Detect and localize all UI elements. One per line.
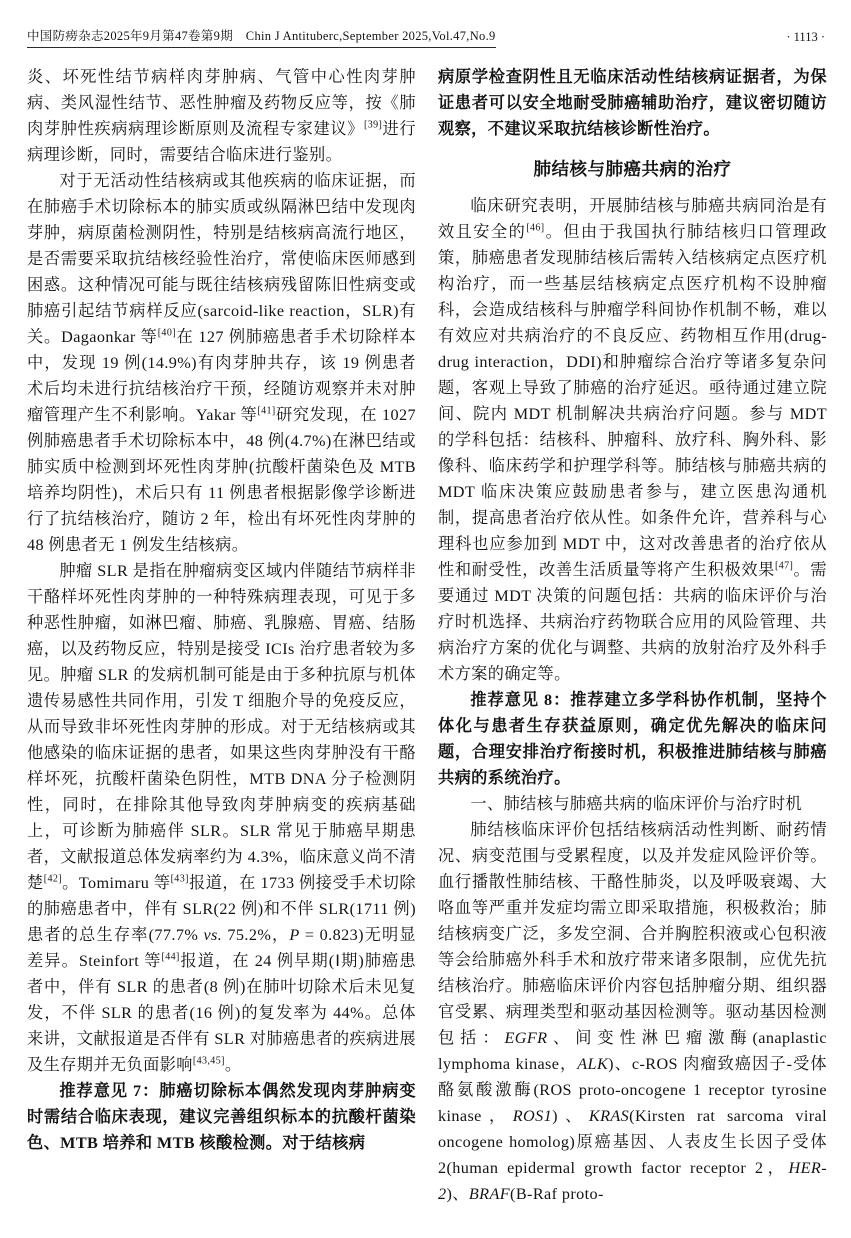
paragraph: 病原学检查阴性且无临床活动性结核病证据者，为保证患者可以安全地耐受肺癌辅助治疗，建议密切随访观察，不建议采取抗结核诊断性治疗。 bbox=[438, 68, 827, 138]
paragraph: 炎、坏死性结节病样肉芽肿病、气管中心性肉芽肿病、类风湿性结节、恶性肿瘤及药物反应等，按《肺肉芽肿性疾病病理诊断原则及流程专家建议》[39]进行病理诊断，同时，需要结合临床进行鉴别。 bbox=[27, 68, 416, 164]
paragraph: 一、肺结核与肺癌共病的临床评价与治疗时机 bbox=[470, 795, 803, 813]
journal-title: 中国防痨杂志2025年9月第47卷第9期 Chin J Antituberc,September 2025,Vol.47,No.9 bbox=[27, 26, 496, 48]
paragraph: 对于无活动性结核病或其他疾病的临床证据，而在肺癌手术切除标本的肺实质或纵隔淋巴结中发现肉芽肿，病原菌检测阴性，特别是结核病高流行地区，是否需要采取抗结核经验性治疗，常使临床医师感到困惑。这种情况可能与既往结核病残留陈旧性病变或肺癌引起结节病样反应(sarcoid-like reaction，SLR)有关。Dagaonkar 等[40]在 127 例肺癌患者手术切除样本中，发现 19 例(14.9%)有肉芽肿共存，该 19 例患者术后均未进行抗结核治疗干预，经随访观察并未对肿瘤管理产生不利影响。Yakar 等[41]研究发现，在 1027 例肺癌患者手术切除标本中，48 例(4.7%)在淋巴结或肺实质中检测到坏死性肉芽肿(抗酸杆菌染色及 MTB 培养均阴性)，术后只有 11 例患者根据影像学诊断进行了抗结核治疗，随访 2 年，检出有坏死性肉芽肿的 48 例患者无 1 例发生结核病。 bbox=[27, 172, 416, 554]
paragraph: 推荐意见 8：推荐建立多学科协作机制，坚持个体化与患者生存获益原则，确定优先解决的临床问题，合理安排治疗衔接时机，积极推进肺结核与肺癌共病的系统治疗。 bbox=[438, 691, 827, 787]
section-heading: 肺结核与肺癌共病的治疗 bbox=[533, 159, 732, 179]
paragraph: 临床研究表明，开展肺结核与肺癌共病同治是有效且安全的[46]。但由于我国执行肺结核归口管理政策，肺癌患者发现肺结核后需转入结核病定点医疗机构治疗，而一些基层结核病定点医疗机构不设肿瘤科，会造成结核科与肿瘤学科间协作机制不畅，难以有效应对共病治疗的不良反应、药物相互作用(drug-drug interaction，DDI)和肿瘤综合治疗等诸多复杂问题，客观上导致了肺癌的治疗延迟。亟待通过建立院间、院内 MDT 机制解决共病治疗问题。参与 MDT 的学科包括：结核科、肿瘤科、放疗科、胸外科、影像科、临床药学和护理学科等。肺结核与肺癌共病的 MDT 临床决策应鼓励患者参与，建立医患沟通机制，提高患者治疗依从性。如条件允许，营养科与心理科也应参加到 MDT 中，这对改善患者的治疗依从性和耐受性，改善生活质量等将产生积极效果[47]。需要通过 MDT 决策的问题包括：共病的临床评价与治疗时机选择、共病治疗药物联合应用的风险管理、共病治疗方案的优化与调整、共病的放射治疗及外科手术方案的确定等。 bbox=[438, 197, 828, 683]
paragraph: 肺结核临床评价包括结核病活动性判断、耐药情况、病变范围与受累程度，以及并发症风险评价等。血行播散性肺结核、干酪性肺炎，以及呼吸衰竭、大咯血等严重并发症均需立即采取措施，积极救治；肺结核病变广泛，多发空洞、合并胸腔积液或心包积液等会给肺癌外科手术和放疗带来诸多限制，应优先抗结核治疗。肺癌临床评价内容包括肿瘤分期、组织器官受累、病理类型和驱动基因检测等。驱动基因检测包括：EGFR、间变性淋巴瘤激酶(anaplastic lymphoma kinase，ALK)、c-ROS 肉瘤致癌因子-受体酪氨酸激酶(ROS proto-oncogene 1 receptor tyrosine kinase，ROS1)、KRAS(Kirsten rat sarcoma viral oncogene homolog)原癌基因、人表皮生长因子受体 2(human epidermal growth factor receptor 2，HER-2)、BRAF(B-Raf proto- bbox=[438, 821, 828, 1203]
right-column bbox=[438, 64, 827, 1207]
left-column bbox=[27, 64, 416, 1207]
paragraph: 肿瘤 SLR 是指在肿瘤病变区域内伴随结节病样非干酪样坏死性肉芽肿的一种特殊病理表现，可见于多种恶性肿瘤，如淋巴瘤、肺癌、乳腺癌、胃癌、结肠癌，以及药物反应，特别是接受 ICIs 治疗患者较为多见。肿瘤 SLR 的发病机制可能是由于多种抗原与机体遗传易感性共同作用，引发 T 细胞介导的免疫反应，从而导致非坏死性肉芽肿的形成。对于无结核病或其他感染的临床证据的患者，如果这些肉芽肿没有干酪样坏死，抗酸杆菌染色阴性，MTB DNA 分子检测阴性，同时，在排除其他导致肉芽肿病变的疾病基础上，可诊断为肺癌伴 SLR。SLR 常见于肺癌早期患者，文献报道总体发病率约为 4.3%，临床意义尚不清楚[42]。Tomimaru 等[43]报道，在 1733 例接受手术切除的肺癌患者中，伴有 SLR(22 例)和不伴 SLR(1711 例)患者的总生存率(77.7% vs. 75.2%，P = 0.823)无明显差异。Steinfort 等[44]报道，在 24 例早期(Ⅰ期)肺癌患者中，伴有 SLR 的患者(8 例)在肺叶切除术后未见复发，不伴 SLR 的患者(16 例)的复发率为 44%。总体来讲，文献报道是否伴有 SLR 对肺癌患者的疾病进展及生存期并无负面影响[43,45]。 bbox=[27, 562, 417, 1074]
paragraph: 推荐意见 7：肺癌切除标本偶然发现肉芽肿病变时需结合临床表现，建议完善组织标本的抗酸杆菌染色、MTB 培养和 MTB 核酸检测。对于结核病 bbox=[27, 1082, 416, 1152]
page-header bbox=[27, 26, 825, 48]
page-number: · 1113 · bbox=[786, 30, 825, 44]
article-body bbox=[27, 64, 828, 1207]
